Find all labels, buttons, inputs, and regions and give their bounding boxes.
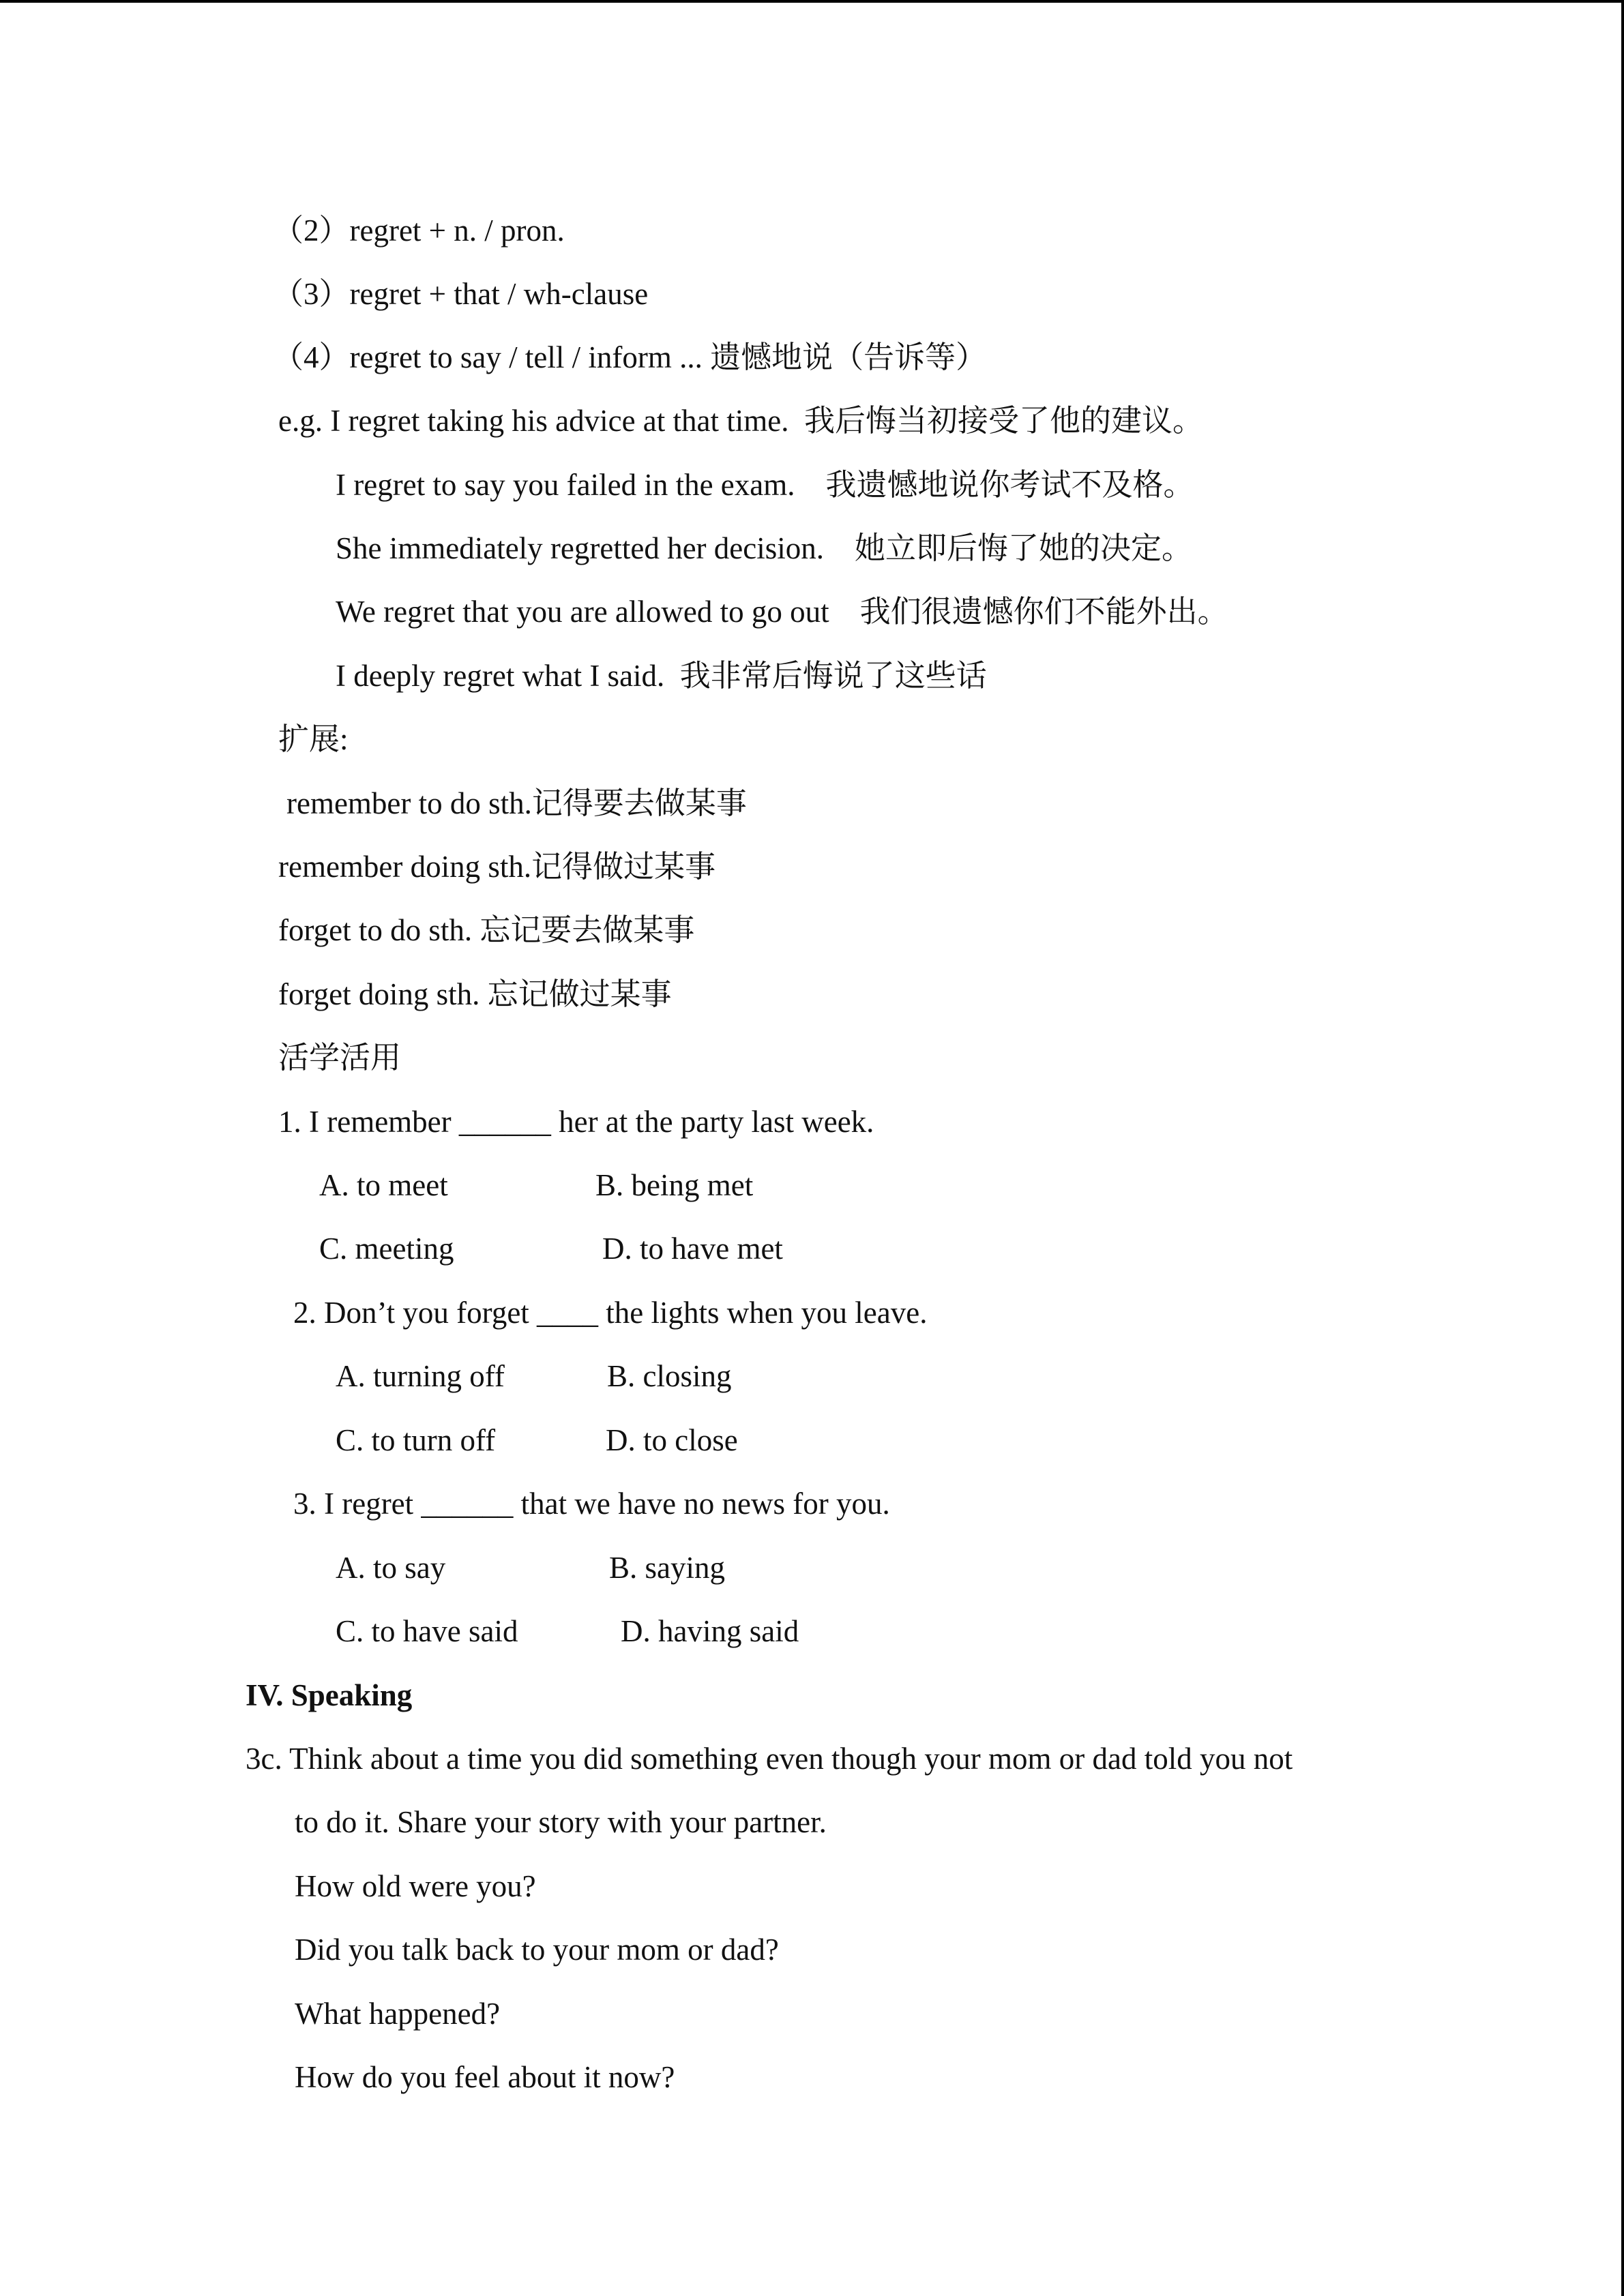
- usage-line-2: （2）regret + n. / pron.: [273, 213, 565, 248]
- question-1: 1. I remember ______ her at the party last week.: [278, 1105, 874, 1139]
- speaking-prompt: Did you talk back to your mom or dad?: [295, 1933, 779, 1967]
- example-line: e.g. I regret taking his advice at that time. 我后悔当初接受了他的建议。: [278, 404, 1203, 438]
- question-2: 2. Don’t you forget ____ the lights when you leave.: [293, 1296, 928, 1330]
- speaking-prompt: How old were you?: [295, 1869, 536, 1903]
- example-line: I regret to say you failed in the exam. 我遗憾地说你考试不及格。: [336, 468, 1194, 502]
- extension-item: forget to do sth. 忘记要去做某事: [278, 913, 695, 947]
- option-c: C. to have said: [336, 1614, 518, 1648]
- option-a: A. to say: [336, 1551, 446, 1585]
- usage-line-4: （4）regret to say / tell / inform ... 遗憾地说（告诉等）: [273, 340, 987, 374]
- example-line: She immediately regretted her decision. 她立即后悔了她的决定。: [336, 531, 1193, 565]
- option-a: A. to meet: [319, 1168, 448, 1202]
- extension-item: forget doing sth. 忘记做过某事: [278, 977, 672, 1011]
- example-line: I deeply regret what I said. 我非常后悔说了这些话: [336, 659, 987, 693]
- speaking-task: to do it. Share your story with your partner.: [295, 1805, 827, 1839]
- option-c: C. meeting: [319, 1232, 454, 1266]
- option-d: D. to close: [606, 1423, 738, 1457]
- option-a: A. turning off: [336, 1359, 505, 1393]
- option-c: C. to turn off: [336, 1423, 496, 1457]
- practice-heading: 活学活用: [278, 1041, 402, 1075]
- option-d: D. to have met: [602, 1232, 783, 1266]
- option-b: B. saying: [609, 1551, 726, 1585]
- option-b: B. being met: [595, 1168, 754, 1202]
- speaking-prompt: What happened?: [295, 1997, 501, 2031]
- extension-item: remember doing sth.记得做过某事: [278, 850, 716, 884]
- question-3: 3. I regret ______ that we have no news for you.: [293, 1487, 890, 1521]
- speaking-prompt: How do you feel about it now?: [295, 2060, 675, 2094]
- speaking-task: 3c. Think about a time you did something even though your mom or dad told you not: [246, 1742, 1293, 1776]
- extension-item: remember to do sth.记得要去做某事: [286, 786, 747, 820]
- extension-heading: 扩展:: [278, 722, 349, 756]
- option-d: D. having said: [621, 1614, 799, 1648]
- example-line: We regret that you are allowed to go out 我们很遗憾你们不能外出。: [336, 595, 1228, 629]
- usage-line-3: （3）regret + that / wh-clause: [273, 277, 649, 311]
- option-b: B. closing: [607, 1359, 732, 1393]
- section-heading-speaking: IV. Speaking: [246, 1678, 413, 1712]
